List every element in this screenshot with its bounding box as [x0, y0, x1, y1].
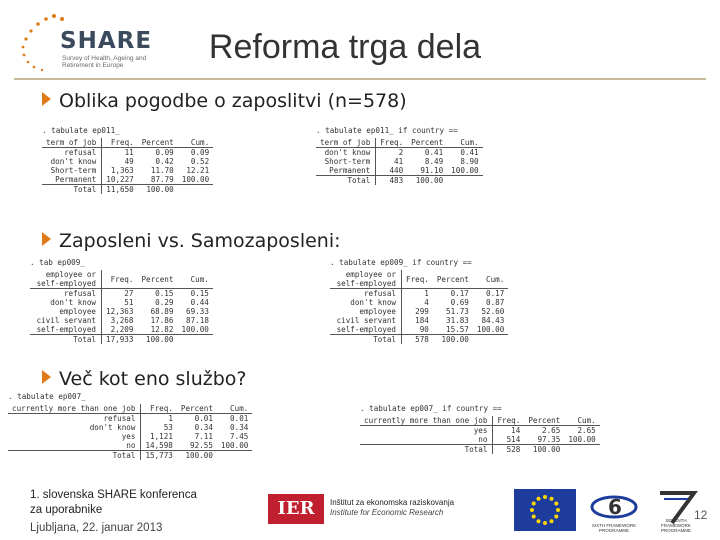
table-row: employee 12,363 68.89 69.33: [30, 307, 213, 316]
fp6-logo: [588, 489, 640, 533]
frequency-table: [30, 270, 213, 344]
col-header: Freq.: [493, 416, 524, 426]
col-header: Cum.: [177, 270, 212, 289]
ier-name: [330, 498, 454, 518]
conference-name: [30, 488, 197, 518]
ier-name-en: Institute for Economic Research: [330, 508, 444, 517]
table-total-row: Total 578 100.00: [330, 335, 508, 345]
col-header: currently more than one job: [8, 404, 141, 414]
stata-table-jobs-si: [360, 404, 600, 454]
ier-name-sl: Inštitut za ekonomska raziskovanja: [330, 498, 455, 507]
logo-wordmark: SHARE: [60, 28, 153, 54]
title-divider: [14, 78, 706, 80]
stata-command: . tabulate ep011_: [42, 126, 120, 135]
stata-table-employment-all: [30, 258, 213, 344]
table-row: don't know 51 0.29 0.44: [30, 298, 213, 307]
table-row: civil servant 184 31.83 84.43: [330, 316, 508, 325]
table-total-row: Total 15,773 100.00: [8, 451, 252, 461]
stata-table-contract-si: [316, 126, 483, 185]
bullet-employment-status: [42, 230, 341, 252]
slide-title: Reforma trga dela: [208, 28, 482, 66]
table-row: don't know 53 0.34 0.34: [8, 423, 252, 432]
conference-line-1: 1. slovenska SHARE konferenca: [30, 489, 197, 501]
table-row: Permanent 440 91.10 100.00: [316, 166, 483, 176]
col-header: Percent: [138, 138, 178, 148]
col-header: Cum.: [447, 138, 482, 148]
frequency-table: [316, 138, 483, 185]
stata-table-contract-all: [42, 126, 213, 194]
col-header: Freq.: [376, 138, 407, 148]
table-row: Short-term 41 8.49 8.90: [316, 157, 483, 166]
table-row: yes 14 2.65 2.65: [360, 426, 600, 436]
table-row: refusal 1 0.17 0.17: [330, 289, 508, 299]
ier-abbr: IER: [268, 494, 324, 524]
fp7-caption: SEVENTH FRAMEWORK PROGRAMME: [660, 518, 691, 533]
table-row: refusal 11 0.09 0.09: [42, 148, 213, 158]
stata-table-employment-si: [330, 258, 508, 344]
frequency-table: [360, 416, 600, 454]
bullet-arrow-icon: [42, 370, 51, 384]
col-header: Percent: [177, 404, 217, 414]
col-header: Percent: [524, 416, 564, 426]
col-header: Percent: [137, 270, 177, 289]
table-row: self-employed 2,209 12.82 100.00: [30, 325, 213, 335]
stata-command: . tabulate ep007_: [8, 392, 86, 401]
table-row: don't know 2 0.41 0.41: [316, 148, 483, 158]
stata-command: . tab ep009_: [30, 258, 85, 267]
table-total-row: Total 483 100.00: [316, 176, 483, 186]
table-row: refusal 27 0.15 0.15: [30, 289, 213, 299]
col-header: Cum.: [178, 138, 213, 148]
conference-line-2: za uporabnike: [30, 504, 103, 516]
logo-subtitle: Survey of Health, Ageing and Retirement in Europe: [62, 55, 147, 69]
stata-command: . tabulate ep007_ if country ==: [360, 404, 502, 413]
eu-stars-icon: [514, 489, 576, 531]
col-header: term of job: [42, 138, 102, 148]
table-total-row: Total 17,933 100.00: [30, 335, 213, 345]
bullet-text: Oblika pogodbe o zaposlitvi (n=578): [59, 90, 407, 112]
stata-command: . tabulate ep011_ if country ==: [316, 126, 458, 135]
col-header: employee or self-employed: [330, 270, 402, 289]
col-header: employee or self-employed: [30, 270, 102, 289]
bullet-text: Več kot eno službo?: [59, 368, 247, 390]
frequency-table: [8, 404, 252, 460]
table-row: self-employed 90 15.57 100.00: [330, 325, 508, 335]
col-header: currently more than one job: [360, 416, 493, 426]
col-header: Percent: [407, 138, 447, 148]
table-row: don't know 49 0.42 0.52: [42, 157, 213, 166]
fp6-caption: SIXTH FRAMEWORK PROGRAMME: [591, 523, 637, 533]
table-row: Short-term 1,363 11.70 12.21: [42, 166, 213, 175]
col-header: term of job: [316, 138, 376, 148]
col-header: Freq.: [141, 404, 177, 414]
frequency-table: [330, 270, 508, 344]
table-row: employee 299 51.73 52.60: [330, 307, 508, 316]
bullet-multiple-jobs: [42, 368, 247, 390]
fp6-emblem-icon: [588, 489, 640, 525]
col-header: Cum.: [217, 404, 252, 414]
table-total-row: Total 528 100.00: [360, 445, 600, 455]
col-header: Freq.: [402, 270, 433, 289]
table-row: no 14,598 92.55 100.00: [8, 441, 252, 451]
table-row: no 514 97.35 100.00: [360, 435, 600, 445]
ier-logo: [268, 494, 468, 524]
table-row: civil servant 3,268 17.86 87.18: [30, 316, 213, 325]
table-row: Permanent 10,227 87.79 100.00: [42, 175, 213, 185]
share-logo: [14, 10, 154, 76]
page-number: 12: [694, 508, 708, 522]
conference-date: Ljubljana, 22. januar 2013: [30, 522, 163, 534]
bullet-arrow-icon: [42, 232, 51, 246]
bullet-arrow-icon: [42, 92, 51, 106]
eu-flag-icon: [514, 489, 576, 531]
stata-command: . tabulate ep009_ if country ==: [330, 258, 472, 267]
svg-text:6: 6: [608, 495, 622, 519]
stata-table-jobs-all: [8, 392, 252, 460]
col-header: Freq.: [102, 270, 138, 289]
table-total-row: Total 11,650 100.00: [42, 185, 213, 195]
bullet-contract-type: [42, 90, 407, 112]
table-row: don't know 4 0.69 0.87: [330, 298, 508, 307]
bullet-text: Zaposleni vs. Samozaposleni:: [59, 230, 341, 252]
col-header: Cum.: [564, 416, 599, 426]
frequency-table: [42, 138, 213, 194]
col-header: Percent: [433, 270, 473, 289]
table-row: refusal 1 0.01 0.01: [8, 414, 252, 424]
table-row: yes 1,121 7.11 7.45: [8, 432, 252, 441]
col-header: Freq.: [102, 138, 138, 148]
col-header: Cum.: [473, 270, 508, 289]
